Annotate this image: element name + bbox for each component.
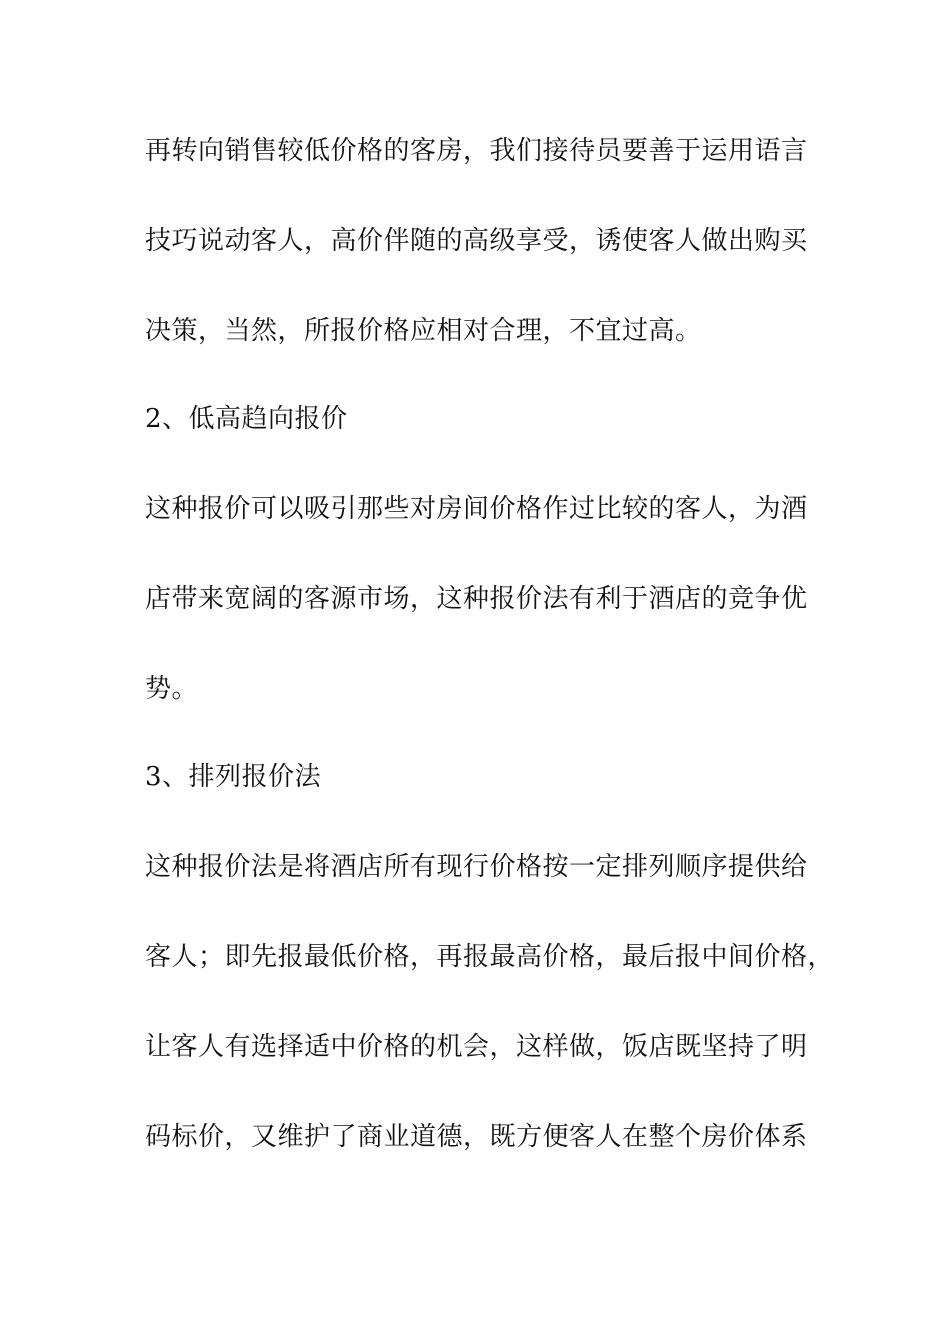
paragraph-line: 这种报价可以吸引那些对房间价格作过比较的客人，为酒 [145, 494, 808, 524]
section-heading: 2、低高趋向报价 [145, 404, 348, 434]
paragraph-line: 再转向销售较低价格的客房，我们接待员要善于运用语言 [145, 136, 808, 166]
paragraph-line: 这种报价法是将酒店所有现行价格按一定排列顺序提供给 [145, 852, 808, 882]
paragraph-line: 客人；即先报最低价格，再报最高价格，最后报中间价格， [145, 942, 835, 972]
paragraph-line: 势。 [145, 674, 199, 704]
paragraph-line: 码标价，又维护了商业道德，既方便客人在整个房价体系 [145, 1122, 808, 1152]
paragraph-line: 决策，当然，所报价格应相对合理，不宜过高。 [145, 316, 702, 346]
paragraph-line: 店带来宽阔的客源市场，这种报价法有利于酒店的竞争优 [145, 584, 808, 614]
section-heading: 3、排列报价法 [145, 762, 322, 792]
paragraph-line: 技巧说动客人，高价伴随的高级享受，诱使客人做出购买 [145, 226, 808, 256]
paragraph-line: 让客人有选择适中价格的机会，这样做，饭店既坚持了明 [145, 1032, 808, 1062]
